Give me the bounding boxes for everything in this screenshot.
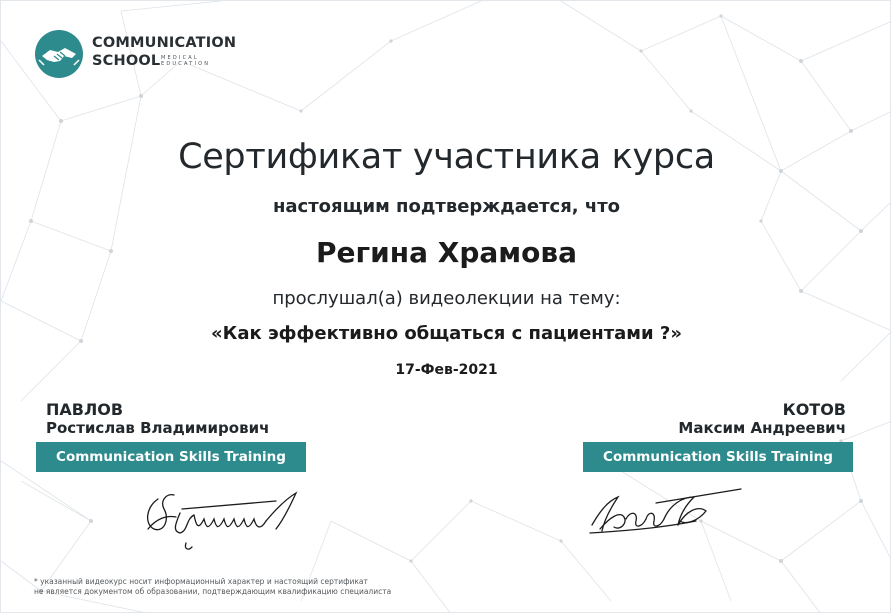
signatory-role-badge: Communication Skills Training	[36, 442, 306, 472]
school-logo	[34, 29, 254, 81]
handshake-icon	[34, 29, 84, 79]
logo-subtitle-line1: MEDICAL	[161, 55, 199, 61]
footnote-line1: * указанный видеокурс носит информационный характер и настоящий сертификат	[34, 577, 368, 586]
footnote-line2: не является документом об образовании, подтверждающим квалификацию специалиста	[34, 587, 392, 596]
footnote	[34, 577, 434, 597]
course-topic: «Как эффективно общаться с пациентами ?»	[211, 323, 682, 344]
listened-text: прослушал(а) видеолекции на тему:	[272, 288, 621, 309]
signatory-right	[583, 400, 858, 472]
signatory-left	[36, 400, 311, 472]
signatory-given-names: Максим Андреевич	[678, 419, 846, 437]
logo-text-line1: COMMUNICATION	[92, 35, 237, 51]
signatory-surname: ПАВЛОВ	[46, 400, 124, 419]
issue-date: 17-Фев-2021	[395, 362, 498, 378]
logo-subtitle	[161, 55, 241, 67]
certificate-title: Сертификат участника курса	[178, 137, 715, 177]
recipient-name: Регина Храмова	[315, 236, 577, 269]
signatory-role-badge: Communication Skills Training	[583, 442, 853, 472]
signatory-surname: КОТОВ	[782, 400, 846, 419]
signatory-given-names: Ростислав Владимирович	[46, 419, 270, 437]
logo-text-line2: SCHOOL	[92, 53, 161, 69]
logo-subtitle-line2: EDUCATION	[161, 61, 211, 67]
signature-right	[586, 481, 746, 541]
signature-left	[136, 479, 311, 559]
confirmation-text: настоящим подтверждается, что	[272, 196, 621, 217]
